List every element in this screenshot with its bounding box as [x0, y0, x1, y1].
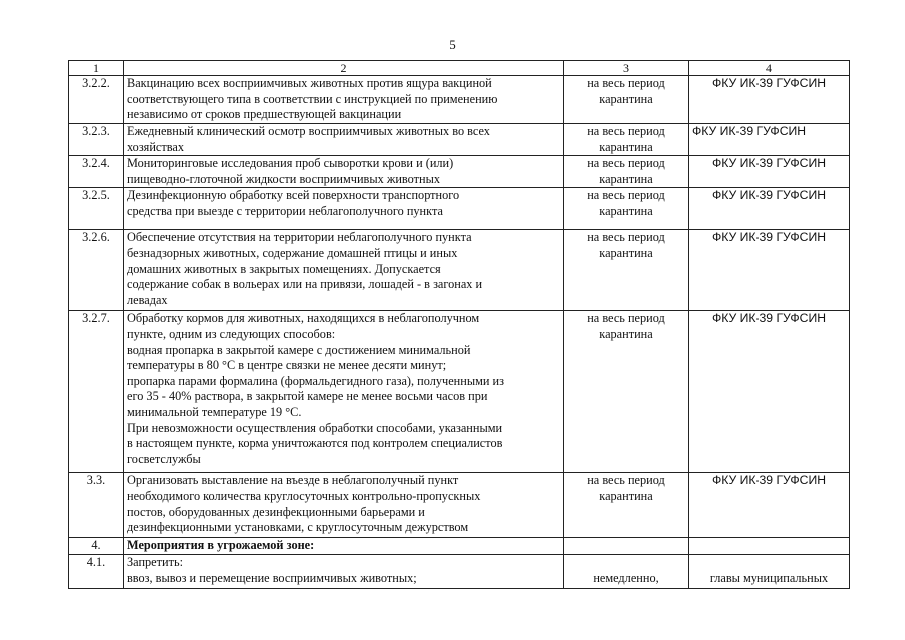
- page-number: 5: [449, 37, 456, 52]
- table-row: [69, 156, 850, 188]
- item-number: 3.2.3.: [69, 124, 124, 156]
- responsible-text: [689, 538, 850, 555]
- term-text: немедленно,: [564, 554, 689, 588]
- responsible-text: ФКУ ИК-39 ГУФСИН: [689, 76, 850, 124]
- header-col-4: 4: [689, 61, 850, 76]
- item-number: 3.3.: [69, 473, 124, 538]
- section-title: Мероприятия в угрожаемой зоне:: [124, 538, 564, 555]
- table-row: [69, 188, 850, 230]
- table-row: [69, 311, 850, 473]
- term-text: на весь период карантина: [564, 76, 689, 124]
- section-number: 4.: [69, 538, 124, 555]
- term-text: [564, 538, 689, 555]
- responsible-text: ФКУ ИК-39 ГУФСИН: [689, 124, 850, 156]
- table-row: [69, 473, 850, 538]
- table-header-row: [69, 61, 850, 76]
- responsible-text: ФКУ ИК-39 ГУФСИН: [689, 230, 850, 311]
- measure-text: Ежедневный клинический осмотр восприимчивых животных во всех хозяйствах: [124, 124, 564, 156]
- item-number: 3.2.6.: [69, 230, 124, 311]
- term-text: на весь период карантина: [564, 188, 689, 230]
- term-text: на весь период карантина: [564, 230, 689, 311]
- measures-table: [68, 60, 850, 589]
- measure-text: Дезинфекционную обработку всей поверхности транспортного средства при выезде с территории неблагополучного пункта: [124, 188, 564, 230]
- responsible-text: ФКУ ИК-39 ГУФСИН: [689, 473, 850, 538]
- responsible-text: главы муниципальных: [689, 554, 850, 588]
- measure-text: Вакцинацию всех восприимчивых животных против ящура вакциной соответствующего типа в соответствии с инструкцией по применению независимо от сроков предшествующей вакцинации: [124, 76, 564, 124]
- header-col-1: 1: [69, 61, 124, 76]
- header-col-3: 3: [564, 61, 689, 76]
- term-text: на весь период карантина: [564, 473, 689, 538]
- item-number: 3.2.2.: [69, 76, 124, 124]
- term-text: на весь период карантина: [564, 124, 689, 156]
- table-row: [69, 76, 850, 124]
- measure-text: Обработку кормов для животных, находящихся в неблагополучном пункте, одним из следующих способов: водная пропарка в закрытой камере с достижением минимальной температуры в 80 °С в центре связки не менее десяти минут; пропарка парами формалина (формальдегидного газа), полученными из его 35 - 40% раствора, в закрытой камере не менее восьми часов при минимальной температуре 19 °С. При невозможности осуществления обработки способами, указанными в настоящем пункте, корма уничтожаются под контролем специалистов госветслужбы: [124, 311, 564, 473]
- table-row: [69, 554, 850, 588]
- measure-text: Организовать выставление на въезде в неблагополучный пункт необходимого количества круглосуточных контрольно-пропускных постов, оборудованных дезинфекционными барьерами и дезинфекционными установками, с круглосуточным дежурством: [124, 473, 564, 538]
- item-number: 3.2.4.: [69, 156, 124, 188]
- measure-text: Мониторинговые исследования проб сыворотки крови и (или) пищеводно-глоточной жидкости восприимчивых животных: [124, 156, 564, 188]
- responsible-text: ФКУ ИК-39 ГУФСИН: [689, 156, 850, 188]
- header-col-2: 2: [124, 61, 564, 76]
- measure-text: Запретить: ввоз, вывоз и перемещение восприимчивых животных;: [124, 554, 564, 588]
- item-number: 3.2.5.: [69, 188, 124, 230]
- measure-text: Обеспечение отсутствия на территории неблагополучного пункта безнадзорных животных, содержание домашней птицы и иных домашних животных в закрытых помещениях. Допускается содержание собак в вольерах или на привязи, лошадей - в загонах и левадах: [124, 230, 564, 311]
- item-number: 3.2.7.: [69, 311, 124, 473]
- responsible-text: ФКУ ИК-39 ГУФСИН: [689, 311, 850, 473]
- term-text: на весь период карантина: [564, 311, 689, 473]
- responsible-text: ФКУ ИК-39 ГУФСИН: [689, 188, 850, 230]
- table-row: [69, 124, 850, 156]
- section-row: [69, 538, 850, 555]
- term-text: на весь период карантина: [564, 156, 689, 188]
- table-row: [69, 230, 850, 311]
- item-number: 4.1.: [69, 554, 124, 588]
